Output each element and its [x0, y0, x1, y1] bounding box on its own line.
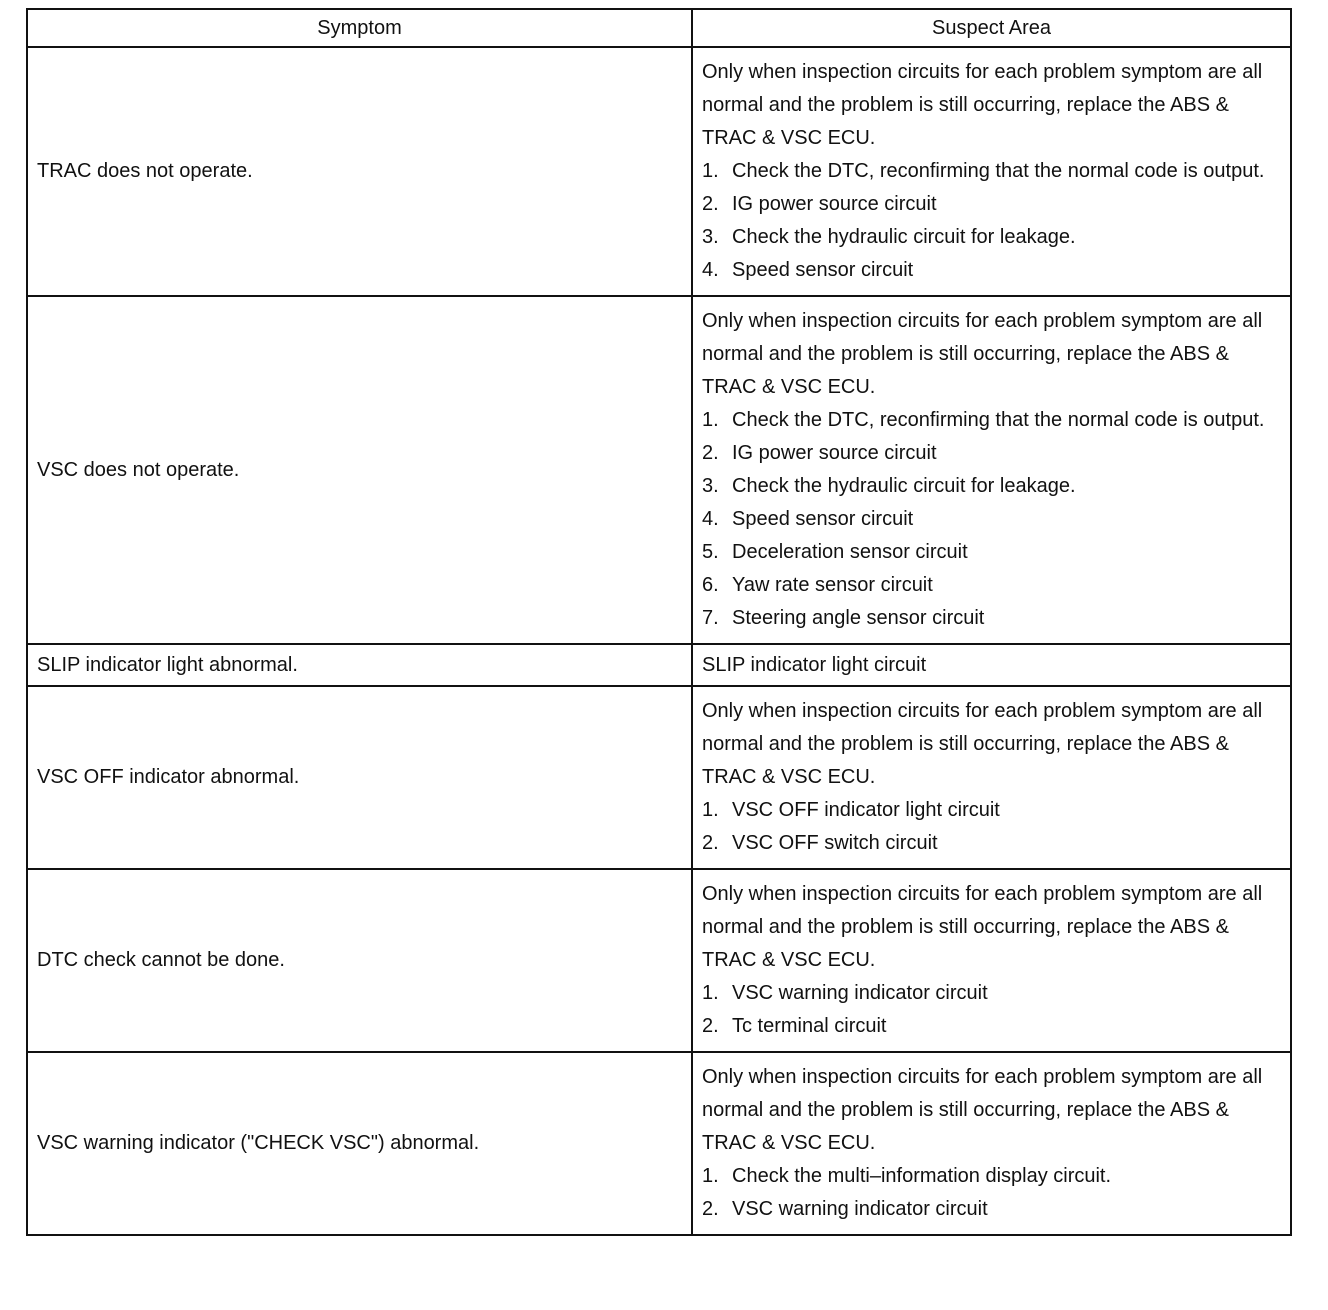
step-item	[702, 1010, 1282, 1043]
step-number: 4.	[702, 508, 719, 530]
step-number: 1.	[702, 409, 719, 431]
symptom-cell: VSC OFF indicator abnormal.	[27, 686, 692, 869]
step-number: 2.	[702, 442, 719, 464]
step-number: 1.	[702, 799, 719, 821]
suspect-area-cell	[692, 296, 1291, 644]
step-item	[702, 827, 1282, 860]
suspect-intro: Only when inspection circuits for each problem symptom are all normal and the problem is still occurring, replace the ABS & TRAC & VSC ECU.	[702, 883, 1263, 971]
suspect-intro: Only when inspection circuits for each problem symptom are all normal and the problem is still occurring, replace the ABS & TRAC & VSC ECU.	[702, 1066, 1263, 1154]
step-text: Check the hydraulic circuit for leakage.	[732, 475, 1076, 497]
step-item	[702, 254, 1282, 287]
suspect-intro: Only when inspection circuits for each problem symptom are all normal and the problem is still occurring, replace the ABS & TRAC & VSC ECU.	[702, 61, 1263, 149]
step-text: Check the hydraulic circuit for leakage.	[732, 226, 1076, 248]
step-item	[702, 1193, 1282, 1226]
step-text: VSC OFF indicator light circuit	[732, 799, 1000, 821]
step-number: 2.	[702, 1015, 719, 1037]
symptom-cell: TRAC does not operate.	[27, 47, 692, 296]
step-number: 2.	[702, 832, 719, 854]
step-item	[702, 503, 1282, 536]
step-number: 6.	[702, 574, 719, 596]
symptom-cell: VSC warning indicator ("CHECK VSC") abnormal.	[27, 1052, 692, 1235]
step-text: Tc terminal circuit	[732, 1015, 887, 1037]
step-item	[702, 536, 1282, 569]
step-item	[702, 470, 1282, 503]
step-item	[702, 188, 1282, 221]
step-number: 3.	[702, 226, 719, 248]
symptom-cell: DTC check cannot be done.	[27, 869, 692, 1052]
step-text: Deceleration sensor circuit	[732, 541, 968, 563]
header-symptom: Symptom	[27, 9, 692, 47]
step-text: VSC warning indicator circuit	[732, 1198, 988, 1220]
suspect-steps	[702, 155, 1282, 287]
suspect-steps	[702, 404, 1282, 635]
step-text: Check the DTC, reconfirming that the normal code is output.	[732, 409, 1265, 431]
table-row	[27, 296, 1291, 644]
table-row	[27, 1052, 1291, 1235]
step-text: VSC OFF switch circuit	[732, 832, 938, 854]
step-text: IG power source circuit	[732, 442, 937, 464]
step-item	[702, 437, 1282, 470]
table-row	[27, 869, 1291, 1052]
step-text: Check the multi–information display circuit.	[732, 1165, 1112, 1187]
step-number: 7.	[702, 607, 719, 629]
step-text: Steering angle sensor circuit	[732, 607, 985, 629]
step-text: Speed sensor circuit	[732, 508, 914, 530]
suspect-steps	[702, 1160, 1282, 1226]
step-number: 4.	[702, 259, 719, 281]
step-number: 1.	[702, 1165, 719, 1187]
header-row	[27, 9, 1291, 47]
step-text: Check the DTC, reconfirming that the normal code is output.	[732, 160, 1265, 182]
step-item	[702, 221, 1282, 254]
step-number: 1.	[702, 982, 719, 1004]
step-text: Yaw rate sensor circuit	[732, 574, 933, 596]
suspect-area-cell	[692, 869, 1291, 1052]
symptom-cell: VSC does not operate.	[27, 296, 692, 644]
suspect-steps	[702, 794, 1282, 860]
step-number: 3.	[702, 475, 719, 497]
step-item	[702, 794, 1282, 827]
step-item	[702, 404, 1282, 437]
suspect-area-cell	[692, 686, 1291, 869]
header-suspect-area: Suspect Area	[692, 9, 1291, 47]
suspect-steps	[702, 977, 1282, 1043]
step-text: Speed sensor circuit	[732, 259, 914, 281]
step-item	[702, 977, 1282, 1010]
suspect-area-cell	[692, 1052, 1291, 1235]
table-row	[27, 644, 1291, 686]
step-item	[702, 155, 1282, 188]
symptom-table	[26, 8, 1292, 1236]
step-item	[702, 602, 1282, 635]
table-row	[27, 47, 1291, 296]
step-text: IG power source circuit	[732, 193, 937, 215]
step-text: VSC warning indicator circuit	[732, 982, 988, 1004]
suspect-area-cell: SLIP indicator light circuit	[692, 644, 1291, 686]
suspect-intro: Only when inspection circuits for each problem symptom are all normal and the problem is still occurring, replace the ABS & TRAC & VSC ECU.	[702, 700, 1263, 788]
symptom-cell: SLIP indicator light abnormal.	[27, 644, 692, 686]
step-number: 5.	[702, 541, 719, 563]
step-number: 1.	[702, 160, 719, 182]
step-number: 2.	[702, 193, 719, 215]
step-item	[702, 569, 1282, 602]
suspect-intro: Only when inspection circuits for each problem symptom are all normal and the problem is still occurring, replace the ABS & TRAC & VSC ECU.	[702, 310, 1263, 398]
step-number: 2.	[702, 1198, 719, 1220]
table-row	[27, 686, 1291, 869]
step-item	[702, 1160, 1282, 1193]
suspect-area-cell	[692, 47, 1291, 296]
